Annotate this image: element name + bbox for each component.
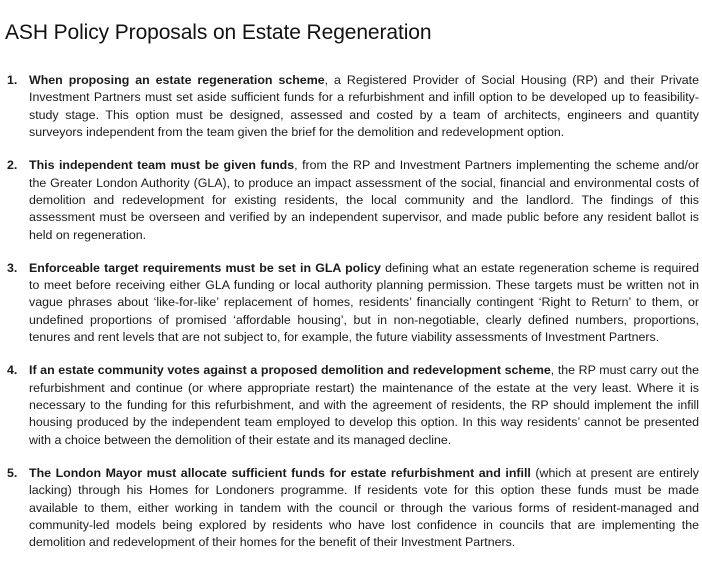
item-lead: This independent team must be given funds: [29, 158, 295, 173]
item-body: (which at present are entirely lacking) through his Homes for Londoners programme. If residents vote for this option these funds must be made available to them, either working in tandem with the council or through the various forms of resident-managed and community-led models being explored by residents who have lost confidence in councils that are implementing the demolition and redevelopment of their homes for the benefit of their Investment Partners.: [29, 465, 699, 550]
item-number: 2.: [7, 158, 18, 173]
item-lead: Enforceable target requirements must be set in GLA policy: [29, 260, 381, 275]
policy-item-4: [0, 362, 702, 449]
item-number: 4.: [7, 363, 18, 378]
item-body: , the RP must carry out the refurbishment and continue (or where appropriate restart) the maintenance of the estate at the very least. Where it is necessary to the funding for this refurbishment, and with the agreement of residents, the RP should implement the infill housing produced by the independent team employed to develop this option. In this way residents’ cannot be presented with a choice between the demolition of their estate and its managed decline.: [29, 363, 699, 447]
item-lead: If an estate community votes against a proposed demolition and redevelopment scheme: [29, 363, 551, 378]
item-body: defining what an estate regeneration scheme is required to meet before receiving either GLA funding or local authority planning permission. These targets must be written not in vague phrases about ‘like-for-like’ replacement of homes, residents’ financially contingent ‘Right to Return’ to them, or undefined proportions of promised ‘affordable housing’, but in non-negotiable, clearly defined numbers, proportions, tenures and rent levels that are not subject to, for example, the future viability assessments of Investment Partners.: [29, 260, 699, 345]
item-lead: When proposing an estate regeneration scheme: [29, 73, 325, 87]
policy-item-1: [0, 72, 702, 142]
item-number: 1.: [7, 73, 18, 87]
policy-item-3: [0, 260, 702, 347]
item-number: 5.: [7, 465, 18, 480]
policy-proposals-list: [0, 72, 702, 567]
policy-item-2: [0, 157, 702, 244]
policy-item-5: [0, 465, 702, 552]
item-body: , from the RP and Investment Partners implementing the scheme and/or the Greater London Authority (GLA), to produce an impact assessment of the social, financial and environmental costs of demolition and redevelopment for existing residents, the local community and the landlord. The findings of this assessment must be overseen and verified by an independent supervisor, and made public before any resident ballot is held on regeneration.: [29, 158, 700, 242]
item-lead: The London Mayor must allocate sufficient funds for estate refurbishment and infill: [29, 465, 531, 480]
item-body: , a Registered Provider of Social Housing (RP) and their Private Investment Partners must set aside sufficient funds for a refurbishment and infill option to be developed up to feasibility-study stage. This option must be designed, assessed and costed by a team of architects, engineers and quantity surveyors independent from the team given the brief for the demolition and redevelopment option.: [29, 73, 700, 140]
document-title: ASH Policy Proposals on Estate Regeneration: [5, 21, 432, 44]
item-number: 3.: [7, 260, 18, 275]
